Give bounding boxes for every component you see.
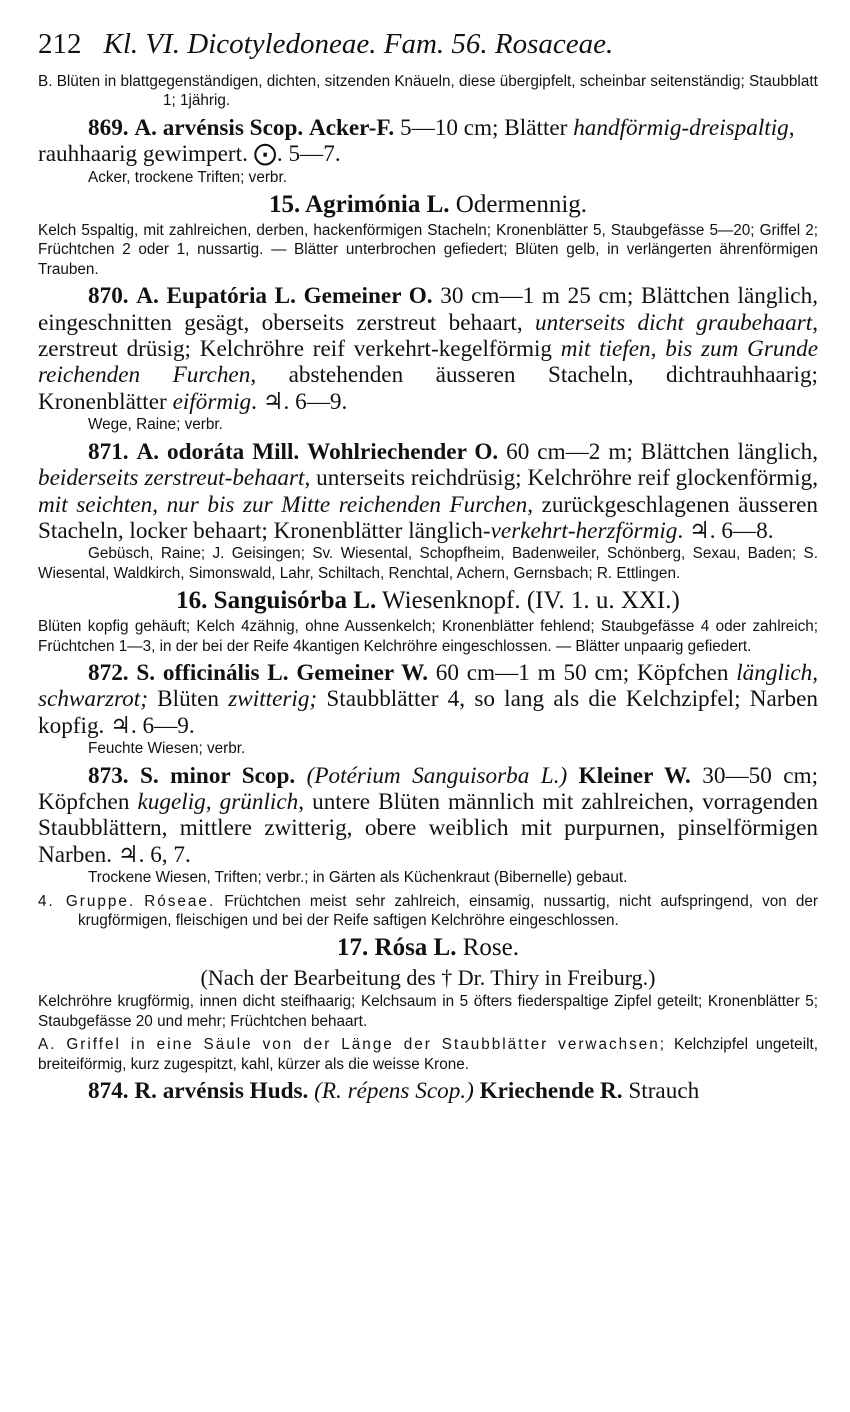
species-870: 870. A. Eupatória L. Gemeiner O. 30 cm—1 m 25 cm; Blättchen länglich, eingeschnitten gesägt, oberseits zerstreut behaart, unterseits dicht graubehaart, zerstreut drüsig; Kelchröhre reif verkehrt-kegelförmig mit tiefen, bis zum Grunde reichenden Furchen, abstehenden äusseren Stacheln, dichtrauhhaarig; Kronenblätter eiförmig. ♃. 6—9.	[38, 283, 818, 415]
habitat-872: Feuchte Wiesen; verbr.	[88, 740, 246, 758]
key-section-b: B. Blüten in blattgegenständigen, dichten, sitzenden Knäueln, diese übergipfelt, scheinbar seitenständig; Staubblatt 1; 1jährig.	[38, 73, 818, 110]
group-4-roseae: 4. Gruppe. Róseae. Früchtchen meist sehr zahlreich, einsamig, nussartig, nicht aufspringend, von der krugförmigen, fleischigen und bei der Reife saftigen Kelchröhre eingeschlossen.	[38, 892, 818, 929]
book-page	[38, 22, 818, 1104]
habitat-870: Wege, Raine; verbr.	[88, 416, 223, 434]
genus-16-heading: 16. Sanguisórba L. Wiesenknopf. (IV. 1. u. XXI.)	[176, 587, 680, 615]
genus-15-description: Kelch 5spaltig, mit zahlreichen, derben, hackenförmigen Stacheln; Kronenblätter 5, Staubgefässe 5—20; Griffel 2; Früchtchen 2 oder 1, nussartig. — Blätter unterbrochen gefiedert; Blüten gelb, in verlängerten ährenförmigen Trauben.	[38, 222, 818, 278]
running-title: Kl. VI. Dicotyledoneae. Fam. 56. Rosaceae.	[103, 28, 614, 60]
page-header	[38, 22, 818, 72]
species-869: 869. A. arvénsis Scop. Acker-F. 5—10 cm; Blätter handförmig-dreispaltig, rauhhaarig gewimpert. ⨀. 5—7.	[38, 114, 795, 168]
habitat-873: Trockene Wiesen, Triften; verbr.; in Gärten als Küchenkraut (Bibernelle) gebaut.	[88, 869, 628, 887]
habitat-871: Gebüsch, Raine; J. Geisingen; Sv. Wiesental, Schopfheim, Badenweiler, Schönberg, Sexau, Baden; S. Wiesental, Waldkirch, Simonswald, Lahr, Schiltach, Renchtal, Achern, Gernsbach; R. Ettlingen.	[38, 545, 818, 582]
species-name: A. arvénsis Scop.	[134, 114, 304, 141]
page-number: 212	[38, 28, 82, 60]
genus-17-editor-note: (Nach der Bearbeitung des † Dr. Thiry in Freiburg.)	[200, 965, 656, 991]
species-number: 869.	[88, 114, 129, 141]
species-871: 871. A. odoráta Mill. Wohlriechender O. 60 cm—2 m; Blättchen länglich, beiderseits zerstreut-behaart, unterseits reichdrüsig; Kelchröhre reif glockenförmig, mit seichten, nur bis zur Mitte reichenden Furchen, zurückgeschlagenen äusseren Stacheln, locker behaart; Kronenblätter länglich-verkehrt-herzförmig. ♃. 6—8.	[38, 438, 819, 544]
species-872: 872. S. officinális L. Gemeiner W. 60 cm—1 m 50 cm; Köpfchen länglich, schwarzrot; Blüten zwitterig; Staubblätter 4, so lang als die Kelchzipfel; Narben kopfig. ♃. 6—9.	[38, 659, 819, 739]
species-873: 873. S. minor Scop. (Potérium Sanguisorba L.) Kleiner W. 30—50 cm; Köpfchen kugelig, grünlich, untere Blüten männlich mit zahlreichen, vorragenden Staubblättern, mittlere zwitterig, obere weiblich mit purpurnen, pinselförmigen Narben. ♃. 6, 7.	[38, 762, 819, 868]
species-874: 874. R. arvénsis Huds. (R. répens Scop.) Kriechende R. Strauch	[88, 1078, 700, 1105]
genus-16-description: Blüten kopfig gehäuft; Kelch 4zähnig, ohne Aussenkelch; Kronenblätter fehlend; Staubgefässe 4 oder zahlreich; Früchtchen 1—3, in der bei der Reife 4kantigen Kelchröhre eingeschlossen. — Blätter unpaarig gefiedert.	[38, 618, 818, 655]
genus-17-heading: 17. Rósa L. Rose.	[337, 934, 519, 962]
genus-15-heading: 15. Agrimónia L. Odermennig.	[268, 191, 588, 219]
key-section-a: A. Griffel in eine Säule von der Länge der Staubblätter verwachsen; Kelchzipfel ungeteilt, breiteiförmig, kurz zugespitzt, kahl, kürzer als die weisse Krone.	[38, 1036, 818, 1073]
common-name: Acker-F.	[308, 114, 395, 141]
genus-17-description: Kelchröhre krugförmig, innen dicht steifhaarig; Kelchsaum in 5 öfters fiederspaltige Zipfel geteilt; Kronenblätter 5; Staubgefässe 20 und mehr; Früchtchen behaart.	[38, 993, 818, 1030]
habitat-869: Acker, trockene Triften; verbr.	[88, 168, 287, 186]
